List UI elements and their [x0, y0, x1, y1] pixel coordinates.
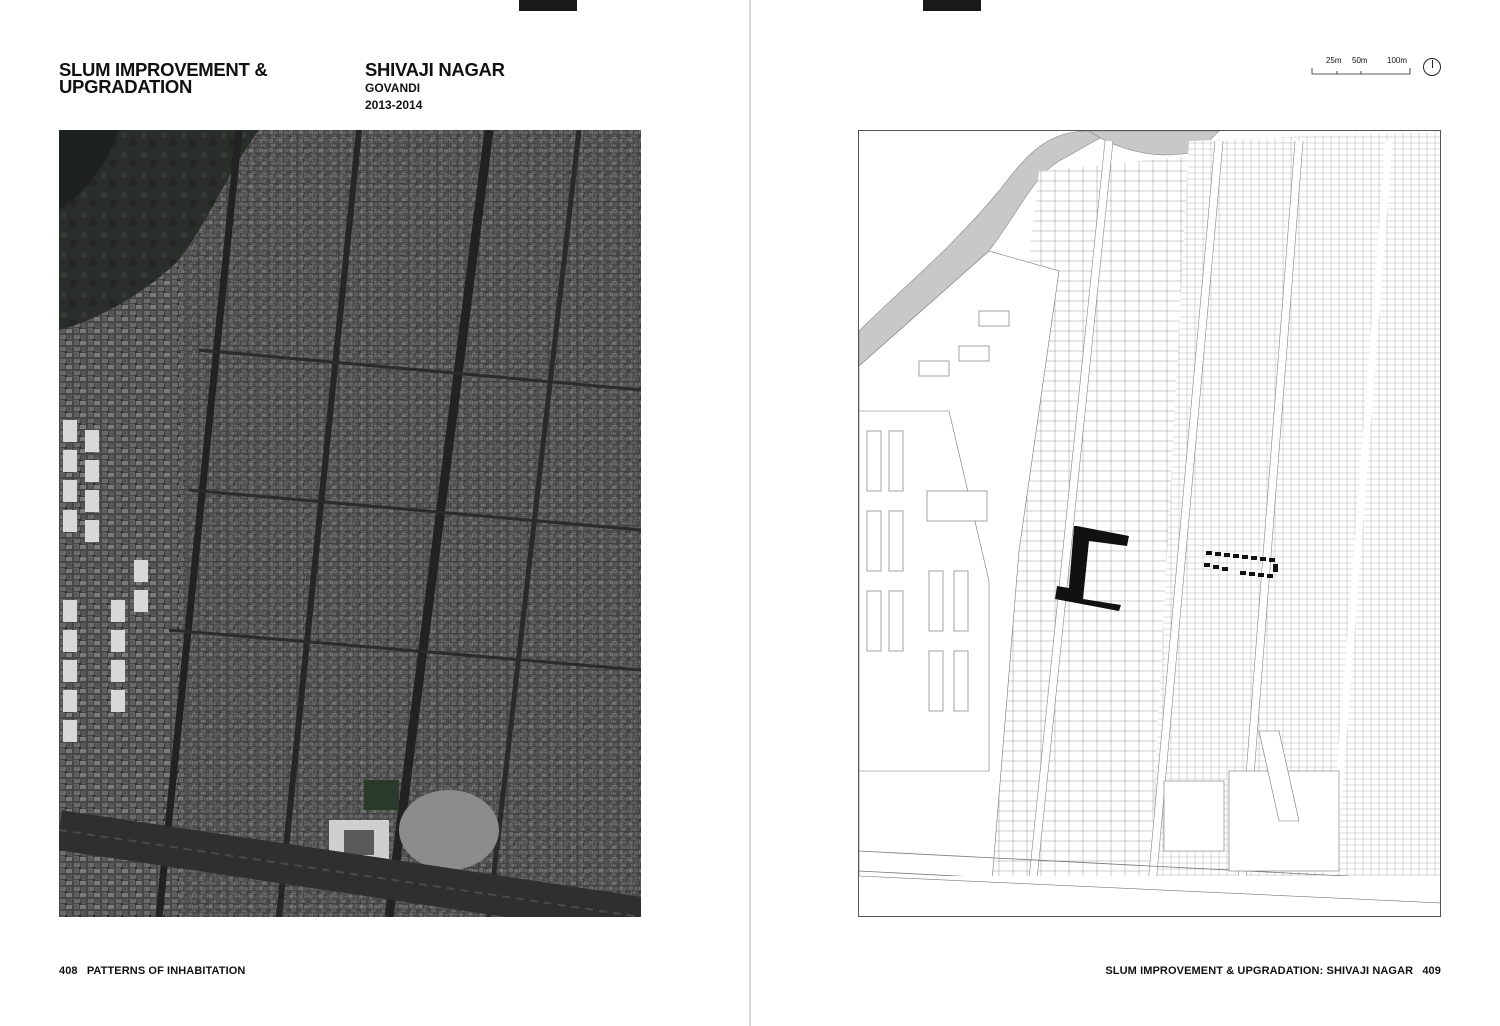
site-plan-drawing — [858, 130, 1441, 917]
scale-label-25m: 25m — [1326, 56, 1342, 65]
section-title: SLUM IMPROVEMENT & UPGRADATION — [59, 59, 268, 97]
page-tab-marker — [923, 0, 981, 11]
chapter-title: SLUM IMPROVEMENT & UPGRADATION: SHIVAJI NAGAR — [1105, 965, 1414, 977]
page-number-left: 408 — [59, 965, 78, 977]
site-plan — [859, 131, 1441, 917]
book-title: PATTERNS OF INHABITATION — [86, 965, 246, 977]
right-page — [751, 0, 1500, 1026]
north-arrow-icon — [1423, 58, 1441, 76]
right-folio — [1105, 965, 1441, 977]
place-heading — [365, 61, 505, 114]
scale-bar — [1309, 56, 1419, 80]
page-tab-marker — [519, 0, 577, 11]
place-name: SHIVAJI NAGAR — [365, 59, 505, 80]
aerial-photograph — [59, 130, 641, 917]
aerial-image — [59, 130, 641, 917]
place-years: 2013-2014 — [365, 98, 423, 112]
scale-label-50m: 50m — [1352, 56, 1368, 65]
scale-bar-graphic — [1309, 56, 1419, 80]
page-number-right: 409 — [1422, 965, 1441, 977]
place-area: GOVANDI — [365, 81, 421, 95]
left-folio — [59, 965, 245, 977]
scale-label-100m: 100m — [1387, 56, 1408, 65]
